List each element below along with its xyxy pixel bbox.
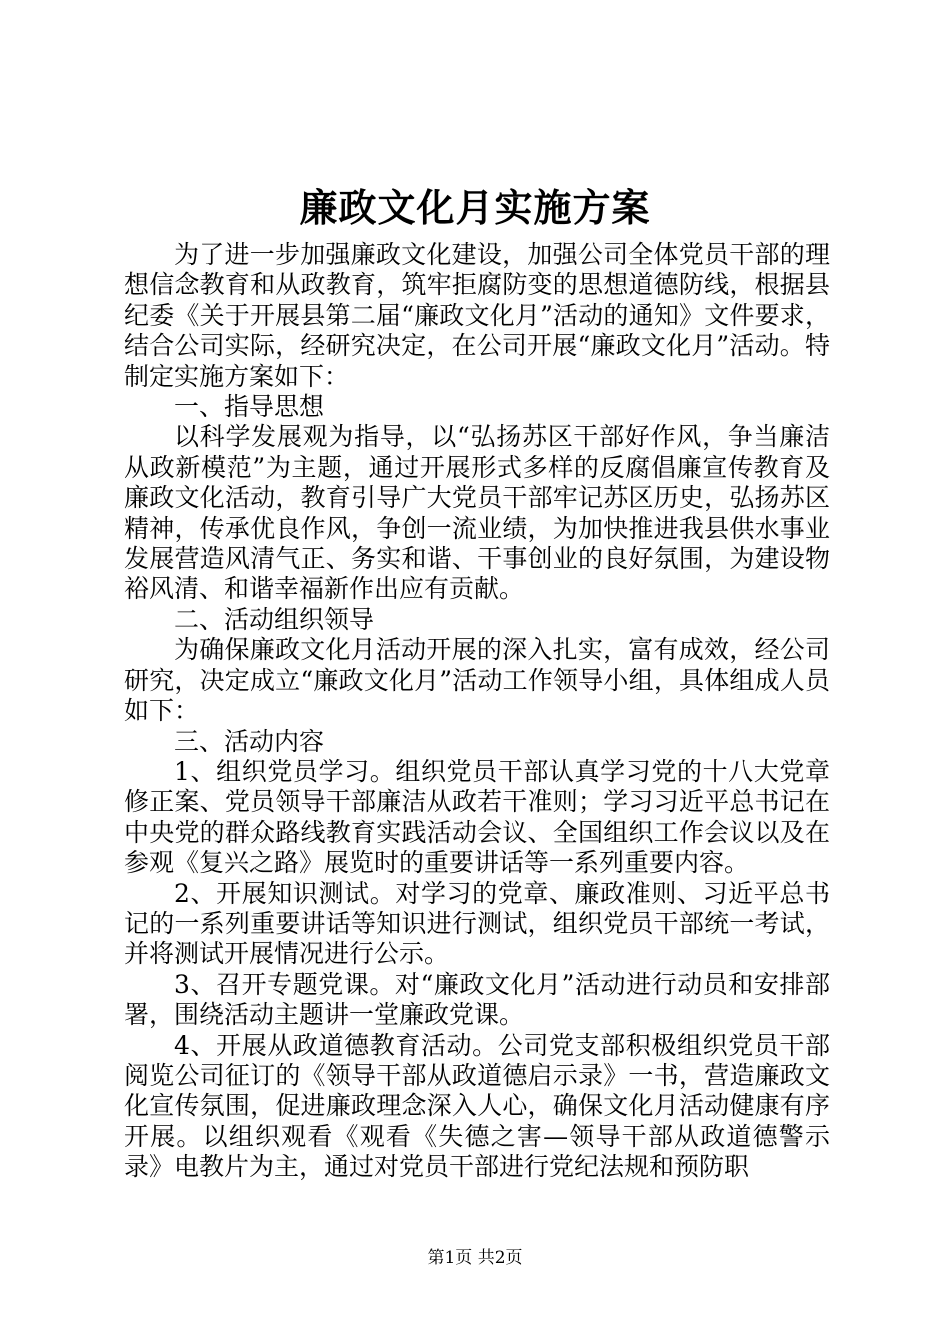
paragraph-item-2: 2、开展知识测试。对学习的党章、廉政准则、习近平总书记的一系列重要讲话等知识进行测试，组织党员干部统一考试，并将测试开展情况进行公示。: [124, 878, 830, 969]
document-title: 廉政文化月实施方案: [299, 185, 651, 230]
page-footer: 第1页 共2页: [427, 1248, 523, 1268]
paragraph-intro: 为了进一步加强廉政文化建设，加强公司全体党员干部的理想信念教育和从政教育，筑牢拒腐防变的思想道德防线，根据县纪委《关于开展县第二届“廉政文化月”活动的通知》文件要求，结合公司实际，经研究决定，在公司开展“廉政文化月”活动。特制定实施方案如下：: [124, 240, 830, 391]
document-body: [124, 240, 830, 1183]
paragraph-item-3: 3、召开专题党课。对“廉政文化月”活动进行动员和安排部署，围绕活动主题讲一堂廉政党课。: [124, 969, 830, 1030]
section-heading-guiding-ideology: 一、指导思想: [174, 392, 325, 422]
section-heading-organization: 二、活动组织领导: [174, 604, 375, 634]
paragraph-item-1: 1、组织党员学习。组织党员干部认真学习党的十八大党章修正案、党员领导干部廉洁从政若干准则；学习习近平总书记在中央党的群众路线教育实践活动会议、全国组织工作会议以及在参观《复兴之路》展览时的重要讲话等一系列重要内容。: [124, 756, 830, 878]
paragraph-organization: 为确保廉政文化月活动开展的深入扎实，富有成效，经公司研究，决定成立“廉政文化月”活动工作领导小组，具体组成人员如下：: [124, 635, 830, 726]
paragraph-item-4: 4、开展从政道德教育活动。公司党支部积极组织党员干部阅览公司征订的《领导干部从政道德启示录》一书，营造廉政文化宣传氛围，促进廉政理念深入人心，确保文化月活动健康有序开展。以组织观看《观看《失德之害—领导干部从政道德警示录》电教片为主，通过对党员干部进行党纪法规和预防职: [124, 1030, 830, 1182]
section-heading-activity-content: 三、活动内容: [174, 726, 325, 756]
paragraph-guiding-ideology: 以科学发展观为指导，以“弘扬苏区干部好作风，争当廉洁从政新模范”为主题，通过开展形式多样的反腐倡廉宣传教育及廉政文化活动，教育引导广大党员干部牢记苏区历史，弘扬苏区精神，传承优良作风，争创一流业绩，为加快推进我县供水事业发展营造风清气正、务实和谐、干事创业的良好氛围，为建设物裕风清、和谐幸福新作出应有贡献。: [124, 422, 830, 604]
